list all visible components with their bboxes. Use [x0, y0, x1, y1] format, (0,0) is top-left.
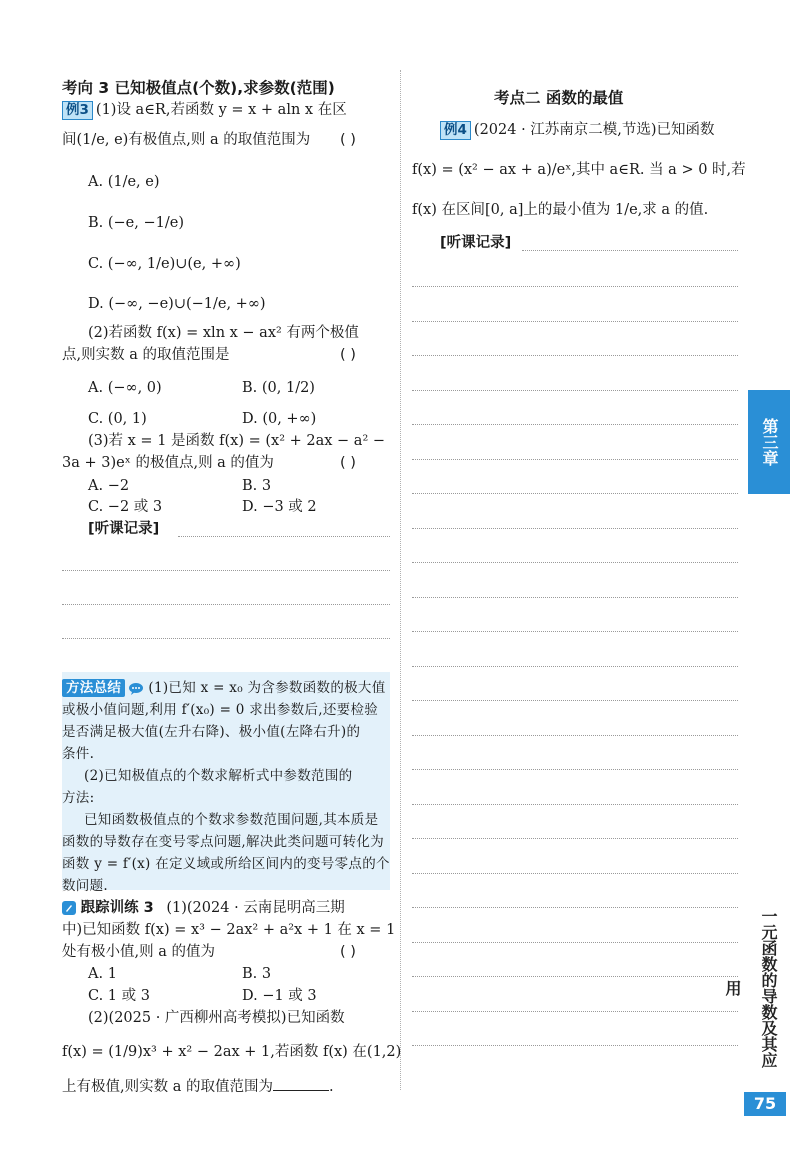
q1-option-a: A. (1/e, e) — [88, 174, 160, 190]
example3-line2: 间(1/e, e)有极值点,则 a 的取值范围为 — [62, 132, 311, 148]
q2-option-d: D. (0, +∞) — [242, 411, 317, 427]
notes-label-right: [听课记录] — [440, 235, 512, 251]
method-line5: (2)已知极值点的个数求解析式中参数范围的 — [84, 768, 353, 784]
note-line — [522, 250, 738, 251]
method-line10: 数问题. — [62, 878, 108, 894]
practice-line2: 中)已知函数 f(x) = x³ − 2ax² + a²x + 1 在 x = 1 — [62, 922, 396, 938]
q3-option-c: C. −2 或 3 — [88, 499, 163, 515]
note-line — [412, 562, 738, 563]
chat-bubble-icon — [128, 682, 144, 696]
practice-title: 跟踪训练 3 — [80, 900, 154, 916]
example3-line1: 例3 (1)设 a∈R,若函数 y = x + aln x 在区 — [62, 100, 347, 120]
q3-option-d: D. −3 或 2 — [242, 499, 317, 515]
answer-paren-q1: ( ) — [340, 132, 356, 148]
p1-option-d: D. −1 或 3 — [242, 988, 317, 1004]
practice2-line2: f(x) = (1/9)x³ + x² − 2ax + 1,若函数 f(x) 在(1,2) — [62, 1044, 402, 1060]
note-line — [412, 321, 738, 322]
note-line — [412, 700, 738, 701]
note-line — [178, 536, 390, 537]
note-line — [412, 1011, 738, 1012]
q3-line1: (3)若 x = 1 是函数 f(x) = (x² + 2ax − a² − — [88, 433, 386, 449]
q2-line1: (2)若函数 f(x) = xln x − ax² 有两个极值 — [88, 325, 359, 341]
p1-option-a: A. 1 — [88, 966, 117, 982]
note-line — [412, 286, 738, 287]
note-line — [412, 390, 738, 391]
note-line — [62, 638, 390, 639]
q3-line2: 3a + 3)eˣ 的极值点,则 a 的值为 — [62, 455, 274, 471]
method-summary-tag: 方法总结 — [62, 679, 125, 697]
page-number: 75 — [744, 1092, 786, 1116]
p1-option-c: C. 1 或 3 — [88, 988, 150, 1004]
note-line — [412, 976, 738, 977]
practice-line1: 跟踪训练 3 (1)(2024 · 云南昆明高三期 — [62, 898, 345, 918]
q3-option-a: A. −2 — [88, 478, 130, 494]
method-line6: 方法: — [62, 790, 95, 806]
note-line — [412, 666, 738, 667]
note-line — [412, 424, 738, 425]
answer-blank[interactable] — [273, 1076, 329, 1091]
note-line — [412, 1045, 738, 1046]
q1-option-c: C. (−∞, 1/e)∪(e, +∞) — [88, 256, 241, 272]
note-line — [412, 459, 738, 460]
q2-option-c: C. (0, 1) — [88, 411, 147, 427]
answer-paren-q3: ( ) — [340, 455, 356, 471]
chapter-tab[interactable]: 第三章 — [748, 390, 790, 494]
example4-line3: f(x) 在区间[0, a]上的最小值为 1/e,求 a 的值. — [412, 202, 709, 218]
method-line9: 函数 y = f′(x) 在定义域或所给区间内的变号零点的个 — [62, 856, 390, 872]
method-line3: 是否满足极大值(左升右降)、极小值(左降右升)的 — [62, 724, 361, 740]
note-line — [412, 597, 738, 598]
example4-line1: 例4 (2024 · 江苏南京二模,节选)已知函数 — [440, 120, 715, 140]
q2-option-a: A. (−∞, 0) — [88, 380, 162, 396]
section-heading-right: 考点二 函数的最值 — [494, 89, 624, 107]
note-line — [412, 631, 738, 632]
note-line — [412, 838, 738, 839]
q3-option-b: B. 3 — [242, 478, 272, 494]
practice2-line1: (2)(2025 · 广西柳州高考模拟)已知函数 — [88, 1010, 345, 1026]
q1-option-d: D. (−∞, −e)∪(−1/e, +∞) — [88, 296, 266, 312]
chapter-title-vertical: 一元函数的导数及其应用 — [723, 907, 778, 1068]
note-line — [62, 570, 390, 571]
q2-line2: 点,则实数 a 的取值范围是 — [62, 347, 230, 363]
note-line — [412, 769, 738, 770]
method-line4: 条件. — [62, 746, 95, 762]
example4-line2: f(x) = (x² − ax + a)/eˣ,其中 a∈R. 当 a > 0 时,若 — [412, 162, 746, 178]
note-line — [412, 493, 738, 494]
note-line — [412, 528, 738, 529]
p1-option-b: B. 3 — [242, 966, 272, 982]
note-line — [412, 907, 738, 908]
note-line — [412, 873, 738, 874]
pencil-icon — [62, 901, 76, 915]
practice-line3: 处有极小值,则 a 的值为 — [62, 944, 215, 960]
section-heading-left: 考向 3 已知极值点(个数),求参数(范围) — [62, 79, 335, 97]
column-separator — [400, 70, 401, 1090]
example3-label: 例3 — [62, 101, 93, 120]
answer-paren-p1: ( ) — [340, 944, 356, 960]
note-line — [412, 804, 738, 805]
note-line — [62, 604, 390, 605]
method-line7: 已知函数极值点的个数求参数范围问题,其本质是 — [84, 812, 379, 828]
note-line — [412, 942, 738, 943]
practice2-line3: 上有极值,则实数 a 的取值范围为 . — [62, 1076, 334, 1097]
method-line1: 方法总结 (1)已知 x = x₀ 为含参数函数的极大值 — [62, 677, 386, 699]
notes-label-left: [听课记录] — [88, 521, 160, 537]
example4-label: 例4 — [440, 121, 471, 140]
note-line — [412, 355, 738, 356]
q2-option-b: B. (0, 1/2) — [242, 380, 315, 396]
note-line — [412, 735, 738, 736]
method-line2: 或极小值问题,利用 f′(x₀) = 0 求出参数后,还要检验 — [62, 702, 379, 718]
method-line8: 函数的导数存在变号零点问题,解决此类问题可转化为 — [62, 834, 384, 850]
q1-option-b: B. (−e, −1/e) — [88, 215, 184, 231]
answer-paren-q2: ( ) — [340, 347, 356, 363]
